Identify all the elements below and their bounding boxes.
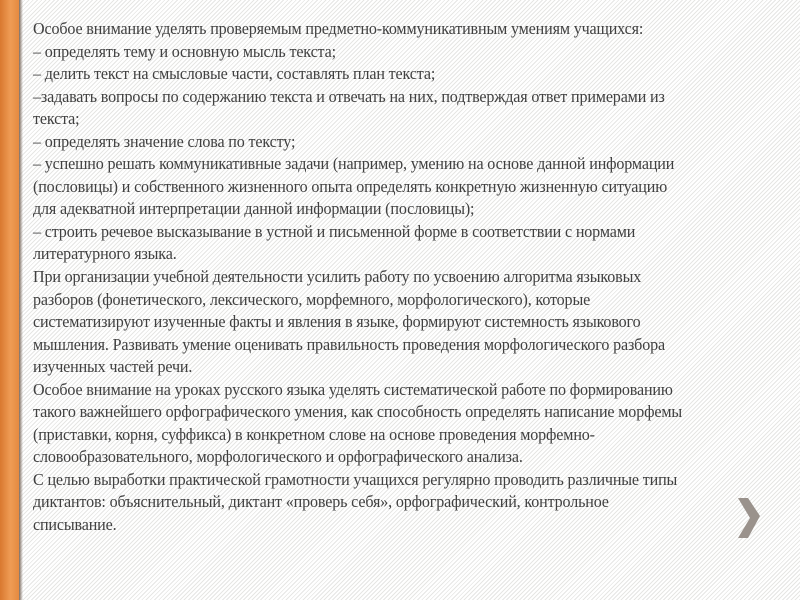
text-line: литературного языка. [33,244,177,264]
text-line: мышления. Развивать умение оценивать правильность проведения морфологического разбора [33,334,665,354]
text-line: – строить речевое высказывание в устной и письменной форме в соответствии с нормами [33,221,636,241]
text-line: текста; [33,109,80,129]
accent-sidebar [0,0,19,600]
text-line: списывание. [33,515,117,535]
text-line: С целью выработки практической грамотности учащихся регулярно проводить различные типы [33,469,678,489]
text-line: диктантов: объяснительный, диктант «проверь себя», орфографический, контрольное [33,492,609,512]
text-line: словообразовательного, морфологического и орфографического анализа. [33,447,523,467]
text-line: такого важнейшего орфографического умения, как способность определять написание морфемы [33,402,682,422]
next-slide-button[interactable] [738,498,764,538]
text-line: –задавать вопросы по содержанию текста и отвечать на них, подтверждая ответ примерами из [33,86,665,106]
text-line: – успешно решать коммуникативные задачи (например, умению на основе данной информации [33,154,675,174]
text-line: – определять значение слова по тексту; [33,131,296,151]
text-line: При организации учебной деятельности усилить работу по усвоению алгоритма языковых [33,267,642,287]
chevron-right-icon [738,498,764,538]
text-line: (пословицы) и собственного жизненного опыта определять конкретную жизненную ситуацию [33,176,668,196]
text-line: изученных частей речи. [33,357,193,377]
text-line: разборов (фонетического, лексического, морфемного, морфологического), которые [33,289,591,309]
text-line: систематизируют изученные факты и явления в языке, формируют системность языкового [33,312,641,332]
sidebar-shadow [19,0,23,600]
text-line: – делить текст на смысловые части, составлять план текста; [33,64,436,84]
text-line: для адекватной интерпретации данной информации (пословицы); [33,199,475,219]
text-line: Особое внимание уделять проверяемым предметно-коммуникативным умениям учащихся: [33,19,644,38]
slide-text [33,18,793,537]
text-line: – определять тему и основную мысль текста; [33,41,336,61]
text-line: Особое внимание на уроках русского языка уделять систематической работе по формированию [33,379,673,399]
text-line: (приставки, корня, суффикса) в конкретном слове на основе проведения морфемно- [33,424,595,444]
